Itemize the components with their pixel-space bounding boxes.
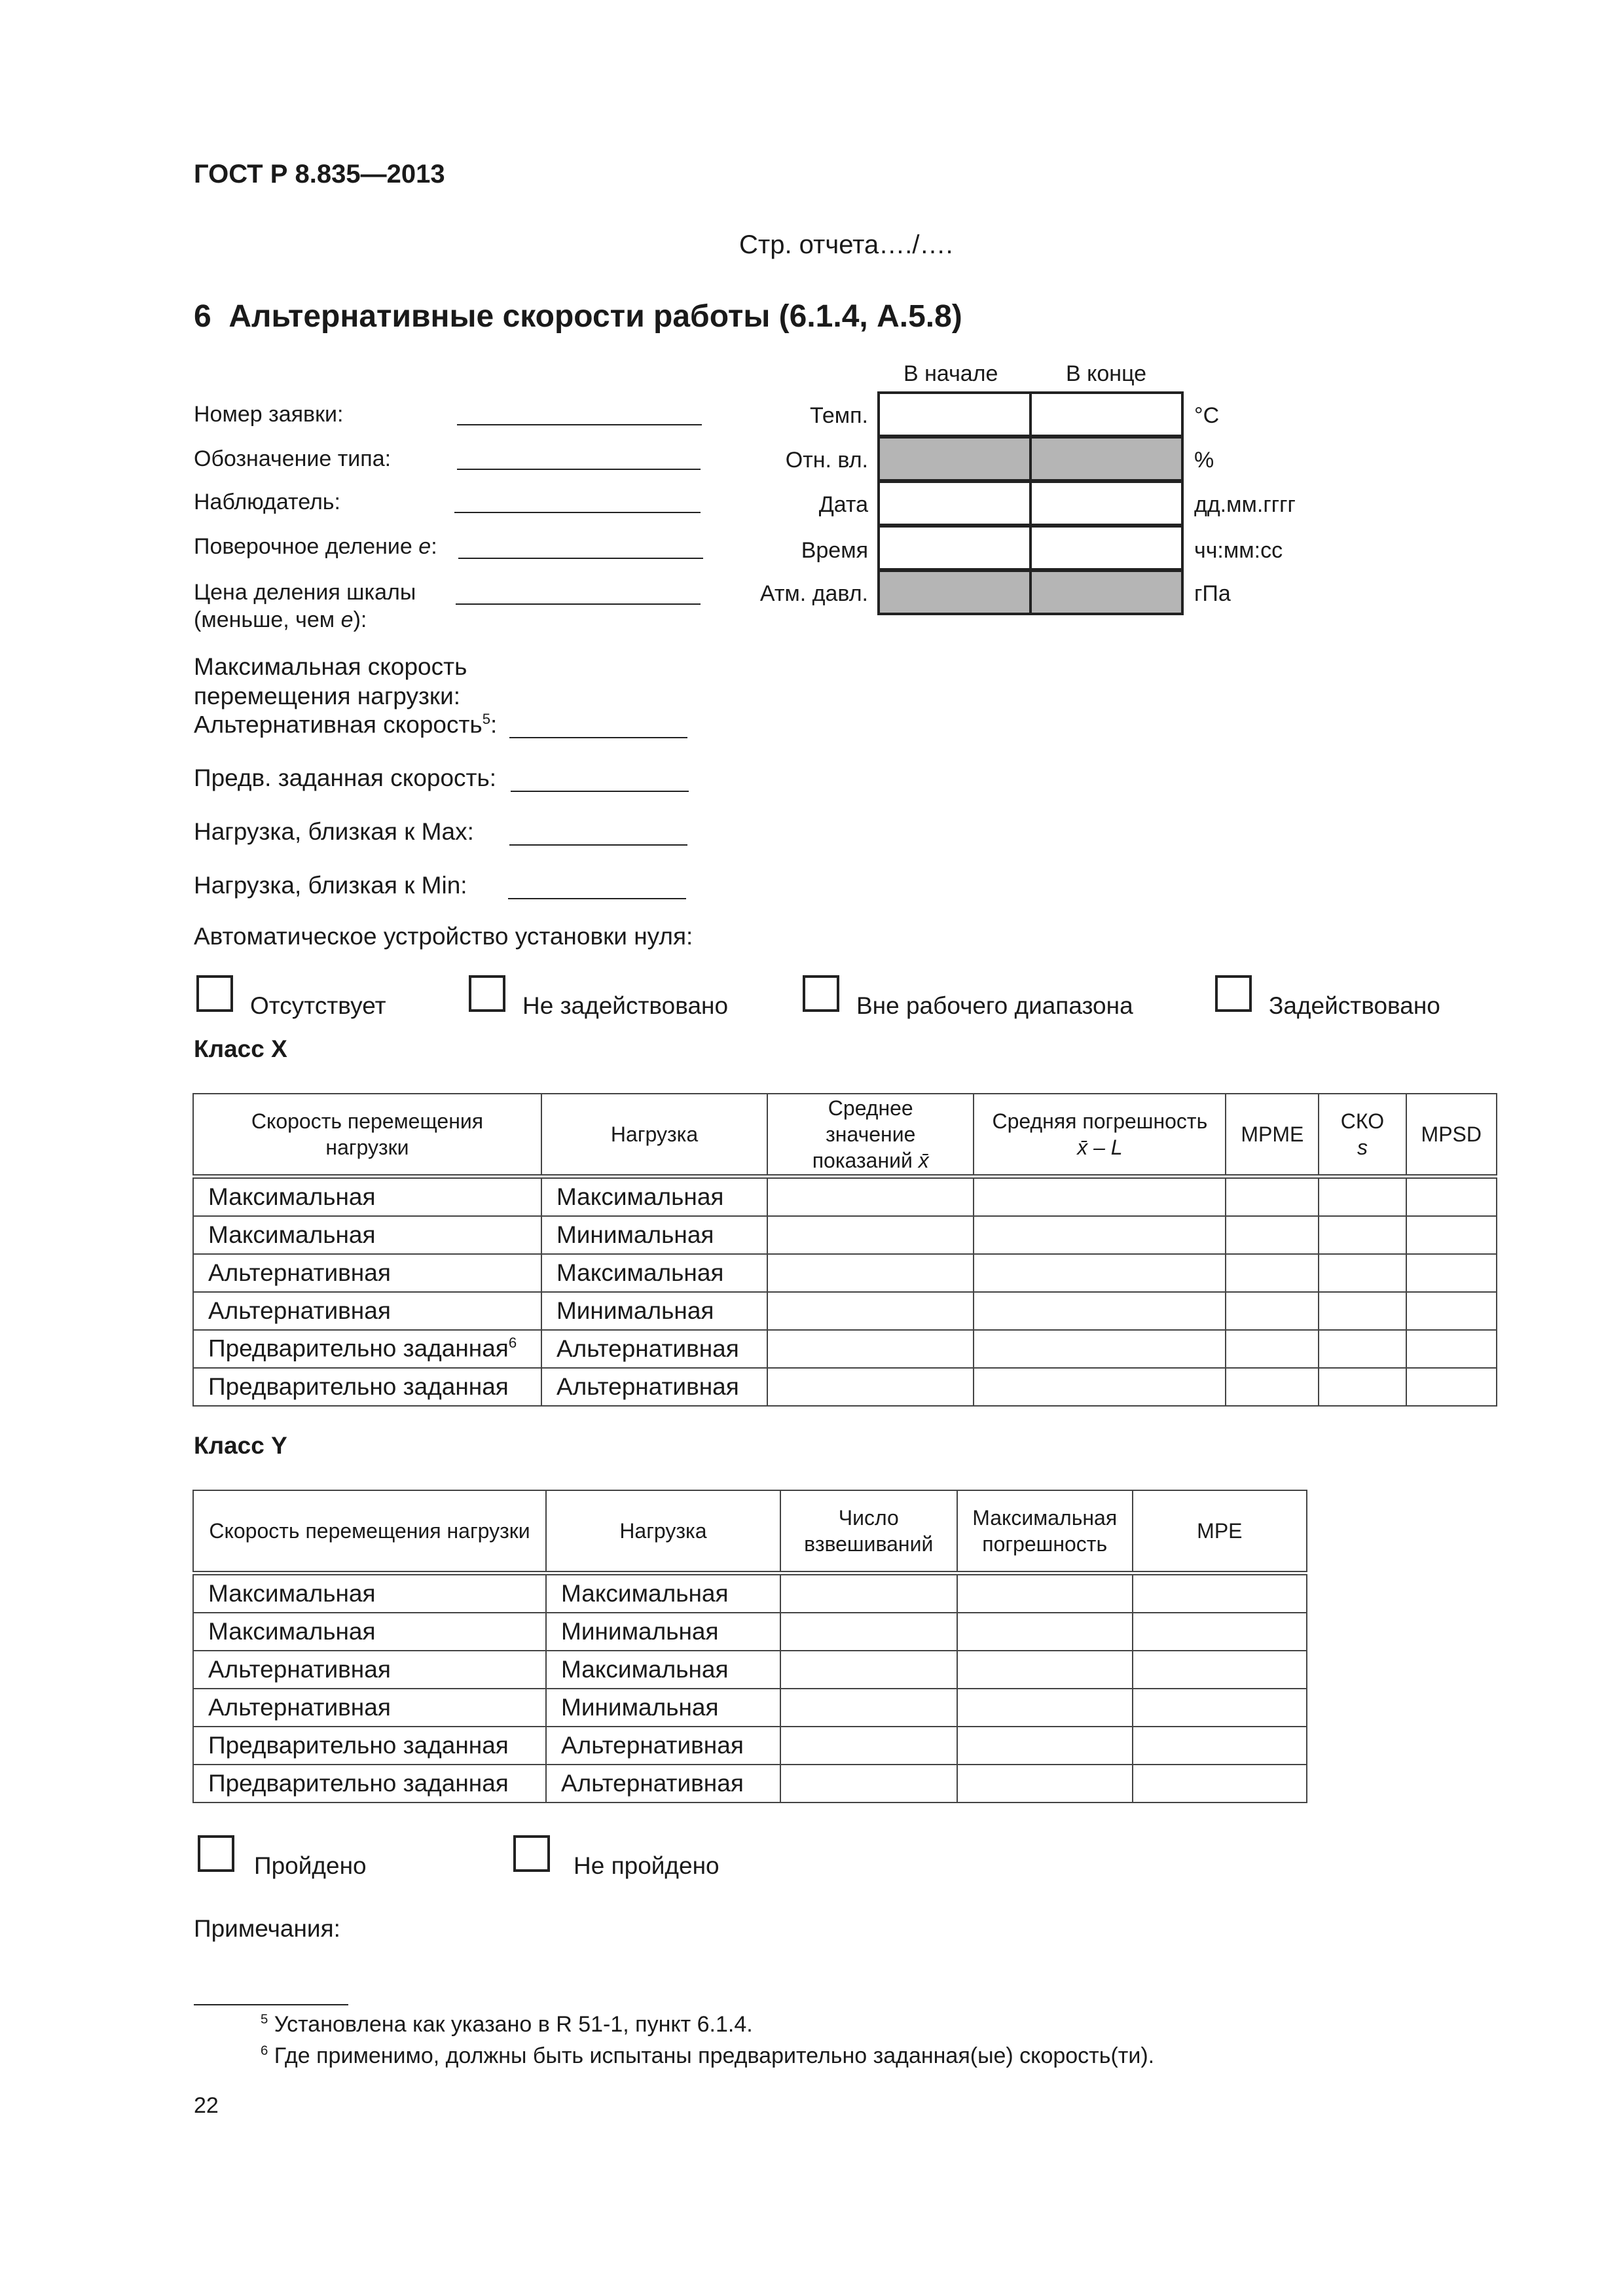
- field-label-scale-interval: Цена деления шкалы (меньше, чем e):: [194, 580, 416, 632]
- checkbox-failed-label: Не пройдено: [574, 1852, 720, 1879]
- class-y-cell-speed: Альтернативная: [193, 1689, 546, 1727]
- class-y-cell-input[interactable]: [1133, 1727, 1307, 1765]
- class-y-table: [192, 1490, 1307, 1803]
- class-x-cell-speed: Альтернативная: [193, 1292, 541, 1330]
- field-preset-speed[interactable]: [511, 791, 689, 792]
- env-unit-time: чч:мм:сс: [1194, 538, 1283, 563]
- class-x-cell-input[interactable]: [1226, 1292, 1319, 1330]
- field-alt-speed[interactable]: [509, 737, 687, 738]
- class-y-cell-input[interactable]: [780, 1651, 957, 1689]
- env-time-start[interactable]: [877, 525, 1032, 571]
- document-id: ГОСТ Р 8.835—2013: [194, 160, 445, 188]
- class-y-cell-load: Максимальная: [546, 1573, 780, 1613]
- class-x-cell-speed: Максимальная: [193, 1216, 541, 1254]
- class-x-header-sko: СКО s: [1319, 1094, 1406, 1176]
- env-pressure-start: [877, 569, 1032, 615]
- class-x-cell-input[interactable]: [974, 1368, 1226, 1406]
- notes-label: Примечания:: [194, 1915, 340, 1942]
- auto-zero-label: Автоматическое устройство установки нуля:: [194, 923, 693, 950]
- section-title-text: Альтернативные скорости работы (6.1.4, А.5.8): [228, 299, 962, 334]
- table-row: [193, 1216, 1497, 1254]
- field-label-observer: Наблюдатель:: [194, 490, 340, 514]
- class-x-cell-load: Минимальная: [541, 1292, 767, 1330]
- env-label-date: Дата: [818, 492, 868, 517]
- class-y-header-count: Число взвешиваний: [780, 1490, 957, 1573]
- table-row: [193, 1573, 1307, 1613]
- class-x-cell-speed: Предварительно заданная$^6$: [193, 1330, 541, 1368]
- class-x-cell-input[interactable]: [767, 1330, 974, 1368]
- class-x-cell-speed: Максимальная: [193, 1176, 541, 1216]
- class-x-cell-input[interactable]: [767, 1368, 974, 1406]
- table-row: [193, 1613, 1307, 1651]
- class-x-cell-load: Минимальная: [541, 1216, 767, 1254]
- class-y-cell-input[interactable]: [780, 1573, 957, 1613]
- class-y-title: Класс Y: [194, 1432, 287, 1459]
- load-min-label: Нагрузка, близкая к Min:: [194, 872, 467, 899]
- env-unit-pressure: гПа: [1194, 581, 1231, 606]
- checkbox-absent[interactable]: [196, 975, 233, 1012]
- field-label-application-number: Номер заявки:: [194, 402, 344, 427]
- table-row: [193, 1176, 1497, 1216]
- class-y-header-speed: Скорость перемещения нагрузки: [193, 1490, 546, 1573]
- class-y-cell-input[interactable]: [957, 1765, 1133, 1803]
- class-x-cell-input[interactable]: [1406, 1176, 1497, 1216]
- page-number: 22: [194, 2093, 219, 2118]
- class-y-cell-input[interactable]: [780, 1765, 957, 1803]
- class-x-cell-load: Альтернативная: [541, 1368, 767, 1406]
- class-y-cell-load: Максимальная: [546, 1651, 780, 1689]
- class-y-cell-speed: Альтернативная: [193, 1651, 546, 1689]
- class-x-header-mean-reading: Среднее значение показаний x̄: [767, 1094, 974, 1176]
- class-x-cell-input[interactable]: [1319, 1254, 1406, 1292]
- env-unit-date: дд.мм.гггг: [1194, 492, 1296, 517]
- checkbox-failed[interactable]: [513, 1835, 550, 1872]
- env-label-pressure: Атм. давл.: [759, 581, 868, 606]
- table-row: [193, 1292, 1497, 1330]
- class-y-cell-input[interactable]: [780, 1613, 957, 1651]
- max-speed-label: Максимальная скорость перемещения нагрузки:: [194, 653, 467, 709]
- class-x-cell-input[interactable]: [1226, 1368, 1319, 1406]
- checkbox-not-engaged[interactable]: [469, 975, 505, 1012]
- class-x-cell-load: Максимальная: [541, 1254, 767, 1292]
- class-x-title: Класс X: [194, 1035, 287, 1062]
- class-y-cell-input[interactable]: [957, 1689, 1133, 1727]
- class-x-cell-input[interactable]: [1406, 1330, 1497, 1368]
- class-y-cell-load: Альтернативная: [546, 1765, 780, 1803]
- class-y-cell-load: Альтернативная: [546, 1727, 780, 1765]
- footnote-separator: [194, 2004, 348, 2005]
- class-x-cell-input[interactable]: [1226, 1254, 1319, 1292]
- class-x-cell-input[interactable]: [1406, 1216, 1497, 1254]
- class-x-cell-input[interactable]: [974, 1216, 1226, 1254]
- class-x-header-speed: Скорость перемещения нагрузки: [193, 1094, 541, 1176]
- class-y-cell-speed: Предварительно заданная: [193, 1727, 546, 1765]
- env-temperature-start[interactable]: [877, 391, 1032, 437]
- env-col-start: В начале: [903, 361, 998, 386]
- class-x-cell-input[interactable]: [1406, 1292, 1497, 1330]
- class-y-header-max-error: Максимальная погрешность: [957, 1490, 1133, 1573]
- class-y-cell-input[interactable]: [780, 1689, 957, 1727]
- env-label-humidity: Отн. вл.: [785, 448, 868, 473]
- table-row: [193, 1651, 1307, 1689]
- checkbox-engaged-label: Задействовано: [1269, 992, 1440, 1019]
- env-humidity-start: [877, 436, 1032, 482]
- table-row: [193, 1727, 1307, 1765]
- class-y-cell-input[interactable]: [1133, 1765, 1307, 1803]
- section-number: 6: [194, 299, 211, 334]
- env-label-time: Время: [801, 538, 868, 563]
- class-x-cell-speed: Предварительно заданная: [193, 1368, 541, 1406]
- class-y-cell-speed: Максимальная: [193, 1573, 546, 1613]
- class-x-header-load: Нагрузка: [541, 1094, 767, 1176]
- checkbox-out-of-range[interactable]: [803, 975, 839, 1012]
- class-x-header-mpsd: MPSD: [1406, 1094, 1497, 1176]
- class-y-cell-speed: Максимальная: [193, 1613, 546, 1651]
- class-x-cell-input[interactable]: [974, 1176, 1226, 1216]
- class-x-cell-input[interactable]: [1406, 1254, 1497, 1292]
- env-date-start[interactable]: [877, 480, 1032, 526]
- field-label-type-designation: Обозначение типа:: [194, 446, 392, 471]
- env-humidity-end: [1029, 436, 1184, 482]
- class-x-cell-input[interactable]: [1319, 1330, 1406, 1368]
- env-time-end[interactable]: [1029, 525, 1184, 571]
- class-x-cell-speed: Альтернативная: [193, 1254, 541, 1292]
- table-row: [193, 1765, 1307, 1803]
- class-x-cell-input[interactable]: [974, 1254, 1226, 1292]
- env-date-end[interactable]: [1029, 480, 1184, 526]
- env-unit-temperature: °C: [1194, 403, 1220, 428]
- class-y-cell-input[interactable]: [957, 1727, 1133, 1765]
- class-y-header-load: Нагрузка: [546, 1490, 780, 1573]
- class-y-cell-input[interactable]: [1133, 1573, 1307, 1613]
- class-y-cell-input[interactable]: [780, 1727, 957, 1765]
- field-scale-interval[interactable]: [456, 603, 701, 605]
- class-x-cell-input[interactable]: [1226, 1176, 1319, 1216]
- class-y-cell-input[interactable]: [1133, 1613, 1307, 1651]
- section-title: [194, 298, 962, 334]
- checkbox-absent-label: Отсутствует: [250, 992, 386, 1019]
- class-y-cell-load: Минимальная: [546, 1613, 780, 1651]
- class-x-header-mpme: MPME: [1226, 1094, 1319, 1176]
- class-y-cell-input[interactable]: [1133, 1651, 1307, 1689]
- env-temperature-end[interactable]: [1029, 391, 1184, 437]
- class-x-cell-input[interactable]: [1319, 1216, 1406, 1254]
- env-label-temperature: Темп.: [809, 403, 868, 428]
- table-row: [193, 1368, 1497, 1406]
- field-load-min[interactable]: [508, 898, 686, 899]
- table-row: [193, 1330, 1497, 1368]
- class-y-cell-input[interactable]: [957, 1651, 1133, 1689]
- checkbox-passed[interactable]: [198, 1835, 234, 1872]
- class-x-cell-input[interactable]: [1319, 1176, 1406, 1216]
- env-unit-humidity: %: [1194, 448, 1214, 473]
- env-pressure-end: [1029, 569, 1184, 615]
- class-x-cell-input[interactable]: [974, 1330, 1226, 1368]
- checkbox-passed-label: Пройдено: [254, 1852, 367, 1879]
- load-max-label: Нагрузка, близкая к Max:: [194, 818, 474, 845]
- class-x-cell-input[interactable]: [1319, 1368, 1406, 1406]
- class-x-cell-input[interactable]: [1226, 1216, 1319, 1254]
- field-label-verification-interval: Поверочное деление e:: [194, 534, 437, 559]
- preset-speed-label: Предв. заданная скорость:: [194, 764, 497, 791]
- report-page-counter: Стр. отчета…./….: [739, 230, 953, 259]
- footnote-ref-6: 6: [508, 1335, 517, 1352]
- checkbox-not-engaged-label: Не задействовано: [522, 992, 729, 1019]
- field-observer[interactable]: [454, 512, 701, 513]
- class-y-cell-input[interactable]: [957, 1573, 1133, 1613]
- class-x-cell-input[interactable]: [767, 1292, 974, 1330]
- class-x-cell-input[interactable]: [1226, 1330, 1319, 1368]
- class-x-cell-load: Альтернативная: [541, 1330, 767, 1368]
- class-x-header-mean-error: Средняя погрешность x̄ – L: [974, 1094, 1226, 1176]
- table-row: [193, 1254, 1497, 1292]
- class-x-cell-input[interactable]: [974, 1292, 1226, 1330]
- footnote-6: $^6$ Где применимо, должны быть испытаны предварительно заданная(ые) скорость(ти).: [261, 2043, 1155, 2068]
- field-load-max[interactable]: [509, 844, 687, 846]
- class-x-cell-input[interactable]: [767, 1216, 974, 1254]
- alt-speed-label: Альтернативная скорость$^5$:: [194, 711, 498, 738]
- env-col-end: В конце: [1066, 361, 1147, 386]
- class-x-table: [192, 1093, 1497, 1407]
- class-y-header-mpe: MPE: [1133, 1490, 1307, 1573]
- checkbox-out-of-range-label: Вне рабочего диапазона: [856, 992, 1133, 1019]
- table-row: [193, 1689, 1307, 1727]
- class-x-cell-load: Максимальная: [541, 1176, 767, 1216]
- field-type-designation[interactable]: [457, 469, 701, 470]
- class-y-cell-load: Минимальная: [546, 1689, 780, 1727]
- class-x-cell-input[interactable]: [1319, 1292, 1406, 1330]
- footnote-5: $^5$ Установлена как указано в R 51-1, пункт 6.1.4.: [261, 2012, 753, 2037]
- class-y-cell-input[interactable]: [1133, 1689, 1307, 1727]
- class-y-cell-speed: Предварительно заданная: [193, 1765, 546, 1803]
- field-application-number[interactable]: [457, 424, 702, 425]
- field-verification-interval[interactable]: [458, 558, 703, 559]
- class-y-cell-input[interactable]: [957, 1613, 1133, 1651]
- class-x-cell-input[interactable]: [767, 1254, 974, 1292]
- class-x-cell-input[interactable]: [767, 1176, 974, 1216]
- class-x-cell-input[interactable]: [1406, 1368, 1497, 1406]
- checkbox-engaged[interactable]: [1215, 975, 1252, 1012]
